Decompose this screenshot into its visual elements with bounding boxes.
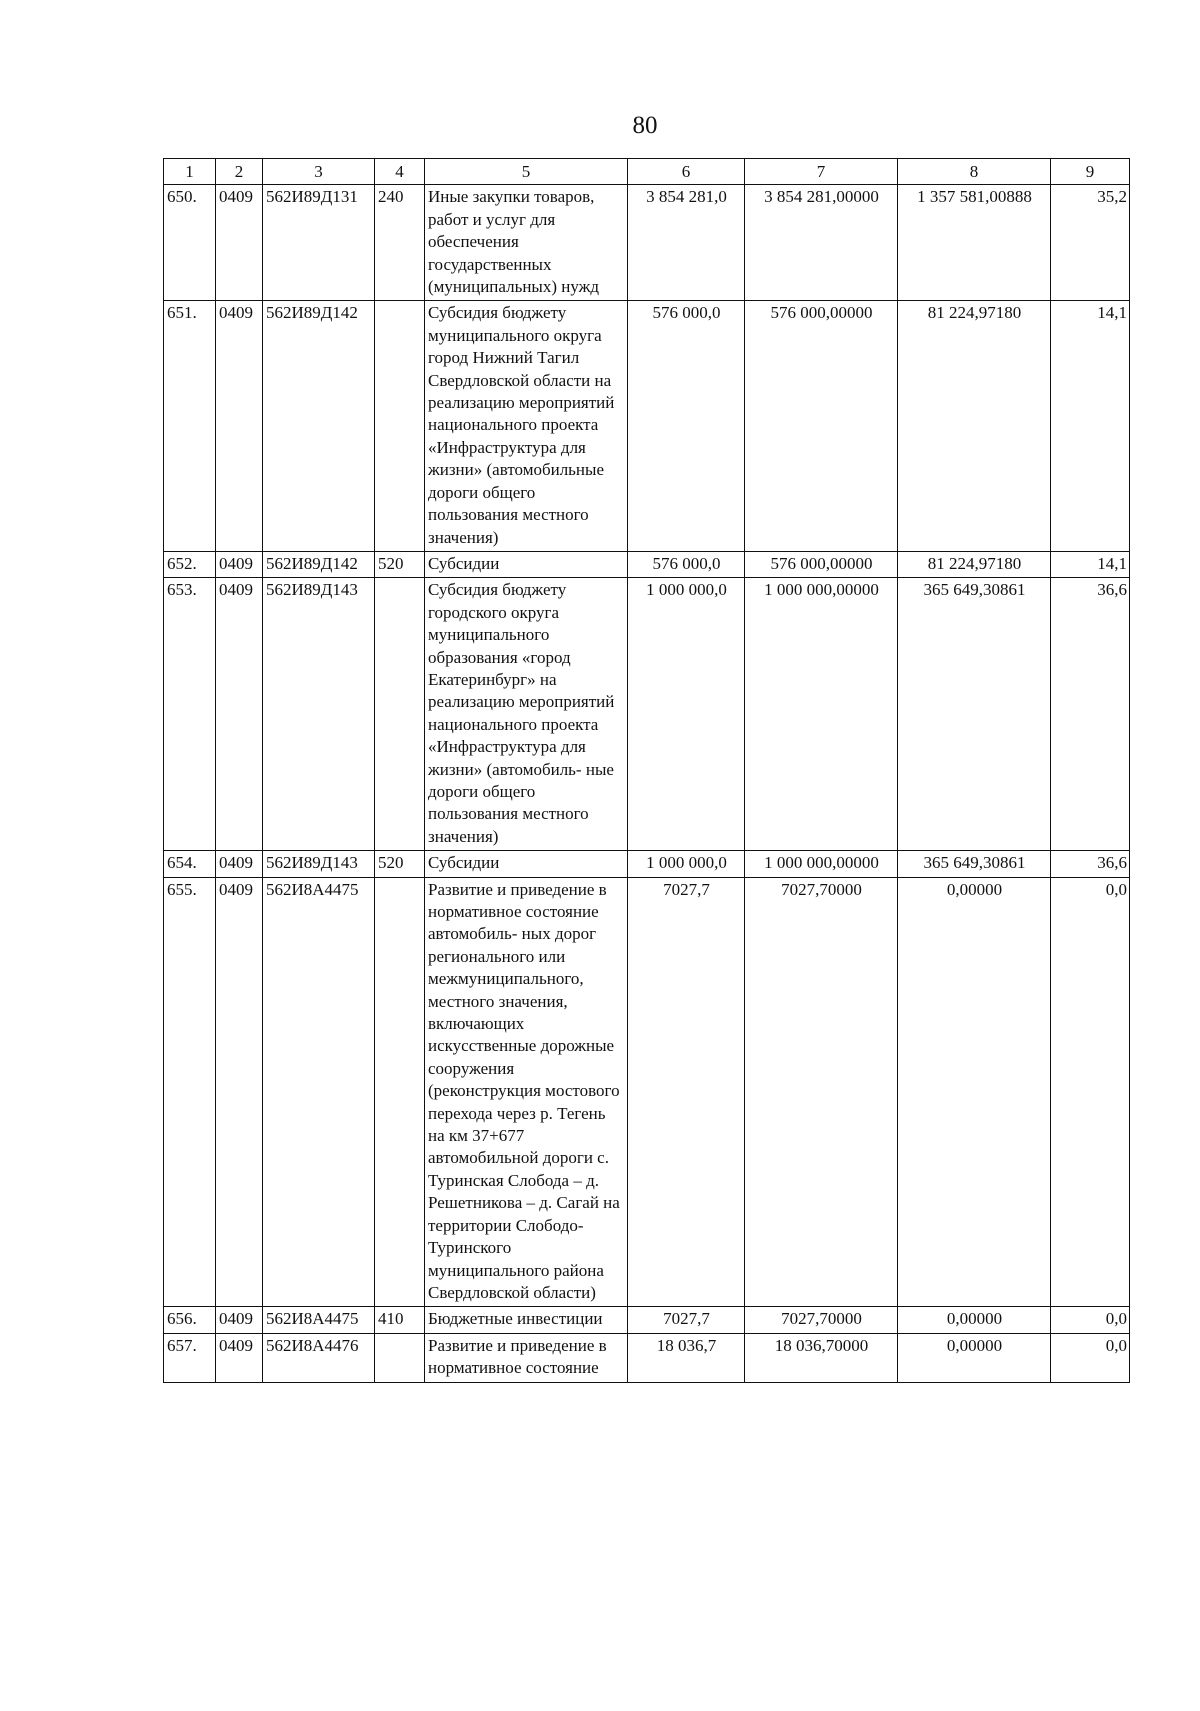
table-row: [164, 185, 1130, 301]
column-header: 5: [425, 159, 628, 185]
row-number: 652.: [164, 551, 216, 577]
table-row: [164, 551, 1130, 577]
item-name: Субсидия бюджету муниципального округа город Нижний Тагил Свердловской области на реализацию мероприятий национального проекта «Инфраструктура для жизни» (автомобильные дороги общего пользования местного значения): [425, 301, 628, 551]
percent-col9: 0,0: [1051, 1307, 1130, 1333]
table-row: [164, 301, 1130, 551]
amount-col8: 0,00000: [898, 877, 1051, 1307]
amount-col8: 0,00000: [898, 1307, 1051, 1333]
row-number: 657.: [164, 1333, 216, 1382]
amount-col7: 7027,70000: [745, 1307, 898, 1333]
amount-col6: 1 000 000,0: [628, 851, 745, 877]
expense-type-code: 520: [375, 551, 425, 577]
item-name: Субсидии: [425, 551, 628, 577]
percent-col9: 14,1: [1051, 301, 1130, 551]
amount-col8: 365 649,30861: [898, 851, 1051, 877]
table-row: [164, 851, 1130, 877]
item-name: Иные закупки товаров, работ и услуг для обеспечения государственных (муниципальных) нужд: [425, 185, 628, 301]
amount-col8: 81 224,97180: [898, 301, 1051, 551]
column-header: 4: [375, 159, 425, 185]
table-row: [164, 1307, 1130, 1333]
page-number: 80: [632, 112, 658, 139]
column-header: 7: [745, 159, 898, 185]
row-number: 655.: [164, 877, 216, 1307]
amount-col6: 1 000 000,0: [628, 578, 745, 851]
target-article-code: 562И89Д143: [263, 578, 375, 851]
target-article-code: 562И8А4475: [263, 877, 375, 1307]
amount-col6: 7027,7: [628, 877, 745, 1307]
column-header: 8: [898, 159, 1051, 185]
section-code: 0409: [216, 877, 263, 1307]
target-article-code: 562И89Д131: [263, 185, 375, 301]
item-name: Развитие и приведение в нормативное состояние автомобиль- ных дорог регионального или межмуниципального, местного значения, включающих искусственные дорожные сооружения (реконструкция мостового перехода через р. Тегень на км 37+677 автомобильной дороги с. Туринская Слобода – д. Решетникова – д. Сагай на территории Слободо-Туринского муниципального района Свердловской области): [425, 877, 628, 1307]
section-code: 0409: [216, 301, 263, 551]
table-row: [164, 1333, 1130, 1382]
column-header: 1: [164, 159, 216, 185]
section-code: 0409: [216, 851, 263, 877]
amount-col7: 576 000,00000: [745, 551, 898, 577]
percent-col9: 14,1: [1051, 551, 1130, 577]
percent-col9: 35,2: [1051, 185, 1130, 301]
amount-col7: 576 000,00000: [745, 301, 898, 551]
target-article-code: 562И89Д143: [263, 851, 375, 877]
target-article-code: 562И8А4475: [263, 1307, 375, 1333]
section-code: 0409: [216, 1307, 263, 1333]
table-body: [164, 159, 1130, 1383]
row-number: 650.: [164, 185, 216, 301]
table-row: [164, 578, 1130, 851]
amount-col7: 18 036,70000: [745, 1333, 898, 1382]
target-article-code: 562И8А4476: [263, 1333, 375, 1382]
column-header: 2: [216, 159, 263, 185]
expense-type-code: [375, 1333, 425, 1382]
section-code: 0409: [216, 1333, 263, 1382]
percent-col9: 0,0: [1051, 877, 1130, 1307]
section-code: 0409: [216, 551, 263, 577]
column-header: 3: [263, 159, 375, 185]
amount-col6: 18 036,7: [628, 1333, 745, 1382]
target-article-code: 562И89Д142: [263, 301, 375, 551]
item-name: Субсидия бюджету городского округа муниципального образования «город Екатеринбург» на реализацию мероприятий национального проекта «Инфраструктура для жизни» (автомобиль- ные дороги общего пользования местного значения): [425, 578, 628, 851]
expense-type-code: 520: [375, 851, 425, 877]
expense-type-code: [375, 578, 425, 851]
percent-col9: 36,6: [1051, 578, 1130, 851]
amount-col7: 7027,70000: [745, 877, 898, 1307]
amount-col8: 1 357 581,00888: [898, 185, 1051, 301]
column-header: 6: [628, 159, 745, 185]
header-row: [164, 159, 1130, 185]
row-number: 651.: [164, 301, 216, 551]
amount-col6: 3 854 281,0: [628, 185, 745, 301]
amount-col6: 576 000,0: [628, 551, 745, 577]
target-article-code: 562И89Д142: [263, 551, 375, 577]
row-number: 654.: [164, 851, 216, 877]
amount-col8: 0,00000: [898, 1333, 1051, 1382]
row-number: 656.: [164, 1307, 216, 1333]
section-code: 0409: [216, 185, 263, 301]
item-name: Субсидии: [425, 851, 628, 877]
amount-col7: 1 000 000,00000: [745, 851, 898, 877]
budget-table: [163, 158, 1130, 1383]
column-header: 9: [1051, 159, 1130, 185]
row-number: 653.: [164, 578, 216, 851]
expense-type-code: [375, 877, 425, 1307]
expense-type-code: 410: [375, 1307, 425, 1333]
section-code: 0409: [216, 578, 263, 851]
amount-col6: 7027,7: [628, 1307, 745, 1333]
table-row: [164, 877, 1130, 1307]
amount-col6: 576 000,0: [628, 301, 745, 551]
amount-col8: 365 649,30861: [898, 578, 1051, 851]
percent-col9: 36,6: [1051, 851, 1130, 877]
percent-col9: 0,0: [1051, 1333, 1130, 1382]
expense-type-code: 240: [375, 185, 425, 301]
amount-col7: 1 000 000,00000: [745, 578, 898, 851]
item-name: Бюджетные инвестиции: [425, 1307, 628, 1333]
expense-type-code: [375, 301, 425, 551]
amount-col7: 3 854 281,00000: [745, 185, 898, 301]
amount-col8: 81 224,97180: [898, 551, 1051, 577]
item-name: Развитие и приведение в нормативное состояние: [425, 1333, 628, 1382]
